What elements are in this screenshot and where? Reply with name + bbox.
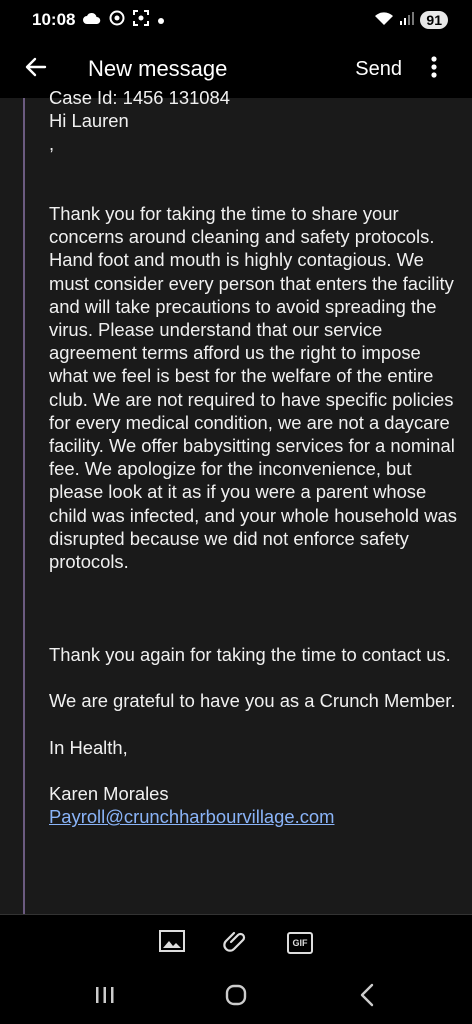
greeting: Hi Lauren xyxy=(49,110,129,132)
paragraph-3: We are grateful to have you as a Crunch Member. xyxy=(49,690,456,712)
insert-image-button[interactable] xyxy=(158,929,186,957)
wifi-icon xyxy=(374,10,394,31)
battery-indicator: 91 xyxy=(420,11,448,29)
status-left xyxy=(32,10,165,31)
paragraph-1: Thank you for taking the time to share your concerns around cleaning and safety protocols. Hand foot and mouth is highly contagious. We must consider every person that enters the facility and will take precautions to avoid spreading the virus. Please understand that our service agreement terms afford us the right to impose what we feel is best for the welfare of the entire club. We are not required to have specific policies for every medical condition, we are not a daycare facility. We offer babysitting services for a nominal fee. We apologize for the inconvenience, but please look at it as if you were a parent whose child was infected, and your whole household was disrupted because we did not enforce safety protocols. xyxy=(49,202,457,573)
home-icon xyxy=(224,983,248,1012)
recent-apps-button[interactable] xyxy=(85,977,125,1017)
gif-label: GIF xyxy=(292,938,308,948)
status-bar xyxy=(0,0,472,40)
notification-dot-icon xyxy=(157,10,165,30)
back-nav-button[interactable] xyxy=(347,977,387,1017)
gif-icon xyxy=(287,932,313,954)
page-title: New message xyxy=(88,56,228,81)
image-icon xyxy=(158,929,186,958)
comma-line: , xyxy=(49,133,55,155)
status-right xyxy=(374,10,448,31)
send-button[interactable]: Send xyxy=(355,57,402,80)
more-options-button[interactable] xyxy=(422,51,446,87)
attach-file-button[interactable] xyxy=(222,929,250,957)
cloud-icon xyxy=(83,10,101,30)
quote-bar xyxy=(23,98,25,914)
chevron-left-icon xyxy=(359,983,375,1012)
insert-gif-button[interactable] xyxy=(286,929,314,957)
screenshot-icon xyxy=(133,10,149,31)
signature-email-link[interactable]: Payroll@crunchharbourvillage.com xyxy=(49,806,335,828)
recent-apps-icon xyxy=(94,985,116,1010)
paragraph-2: Thank you again for taking the time to contact us. xyxy=(49,643,451,665)
more-vert-icon xyxy=(431,56,437,83)
paperclip-icon xyxy=(223,928,249,959)
signature-name: Karen Morales xyxy=(49,782,169,804)
message-body[interactable] xyxy=(49,86,458,828)
case-id-line: Case Id: 1456 131084 xyxy=(49,87,230,108)
system-nav-bar xyxy=(0,970,472,1024)
compose-toolbar xyxy=(0,914,472,971)
back-button[interactable] xyxy=(18,51,54,87)
closing: In Health, xyxy=(49,736,128,758)
message-body-area[interactable] xyxy=(0,87,472,914)
arrow-back-icon xyxy=(24,55,48,84)
home-button[interactable] xyxy=(216,977,256,1017)
chrome-icon xyxy=(109,10,125,31)
signal-icon xyxy=(400,10,414,30)
status-time: 10:08 xyxy=(32,10,76,29)
